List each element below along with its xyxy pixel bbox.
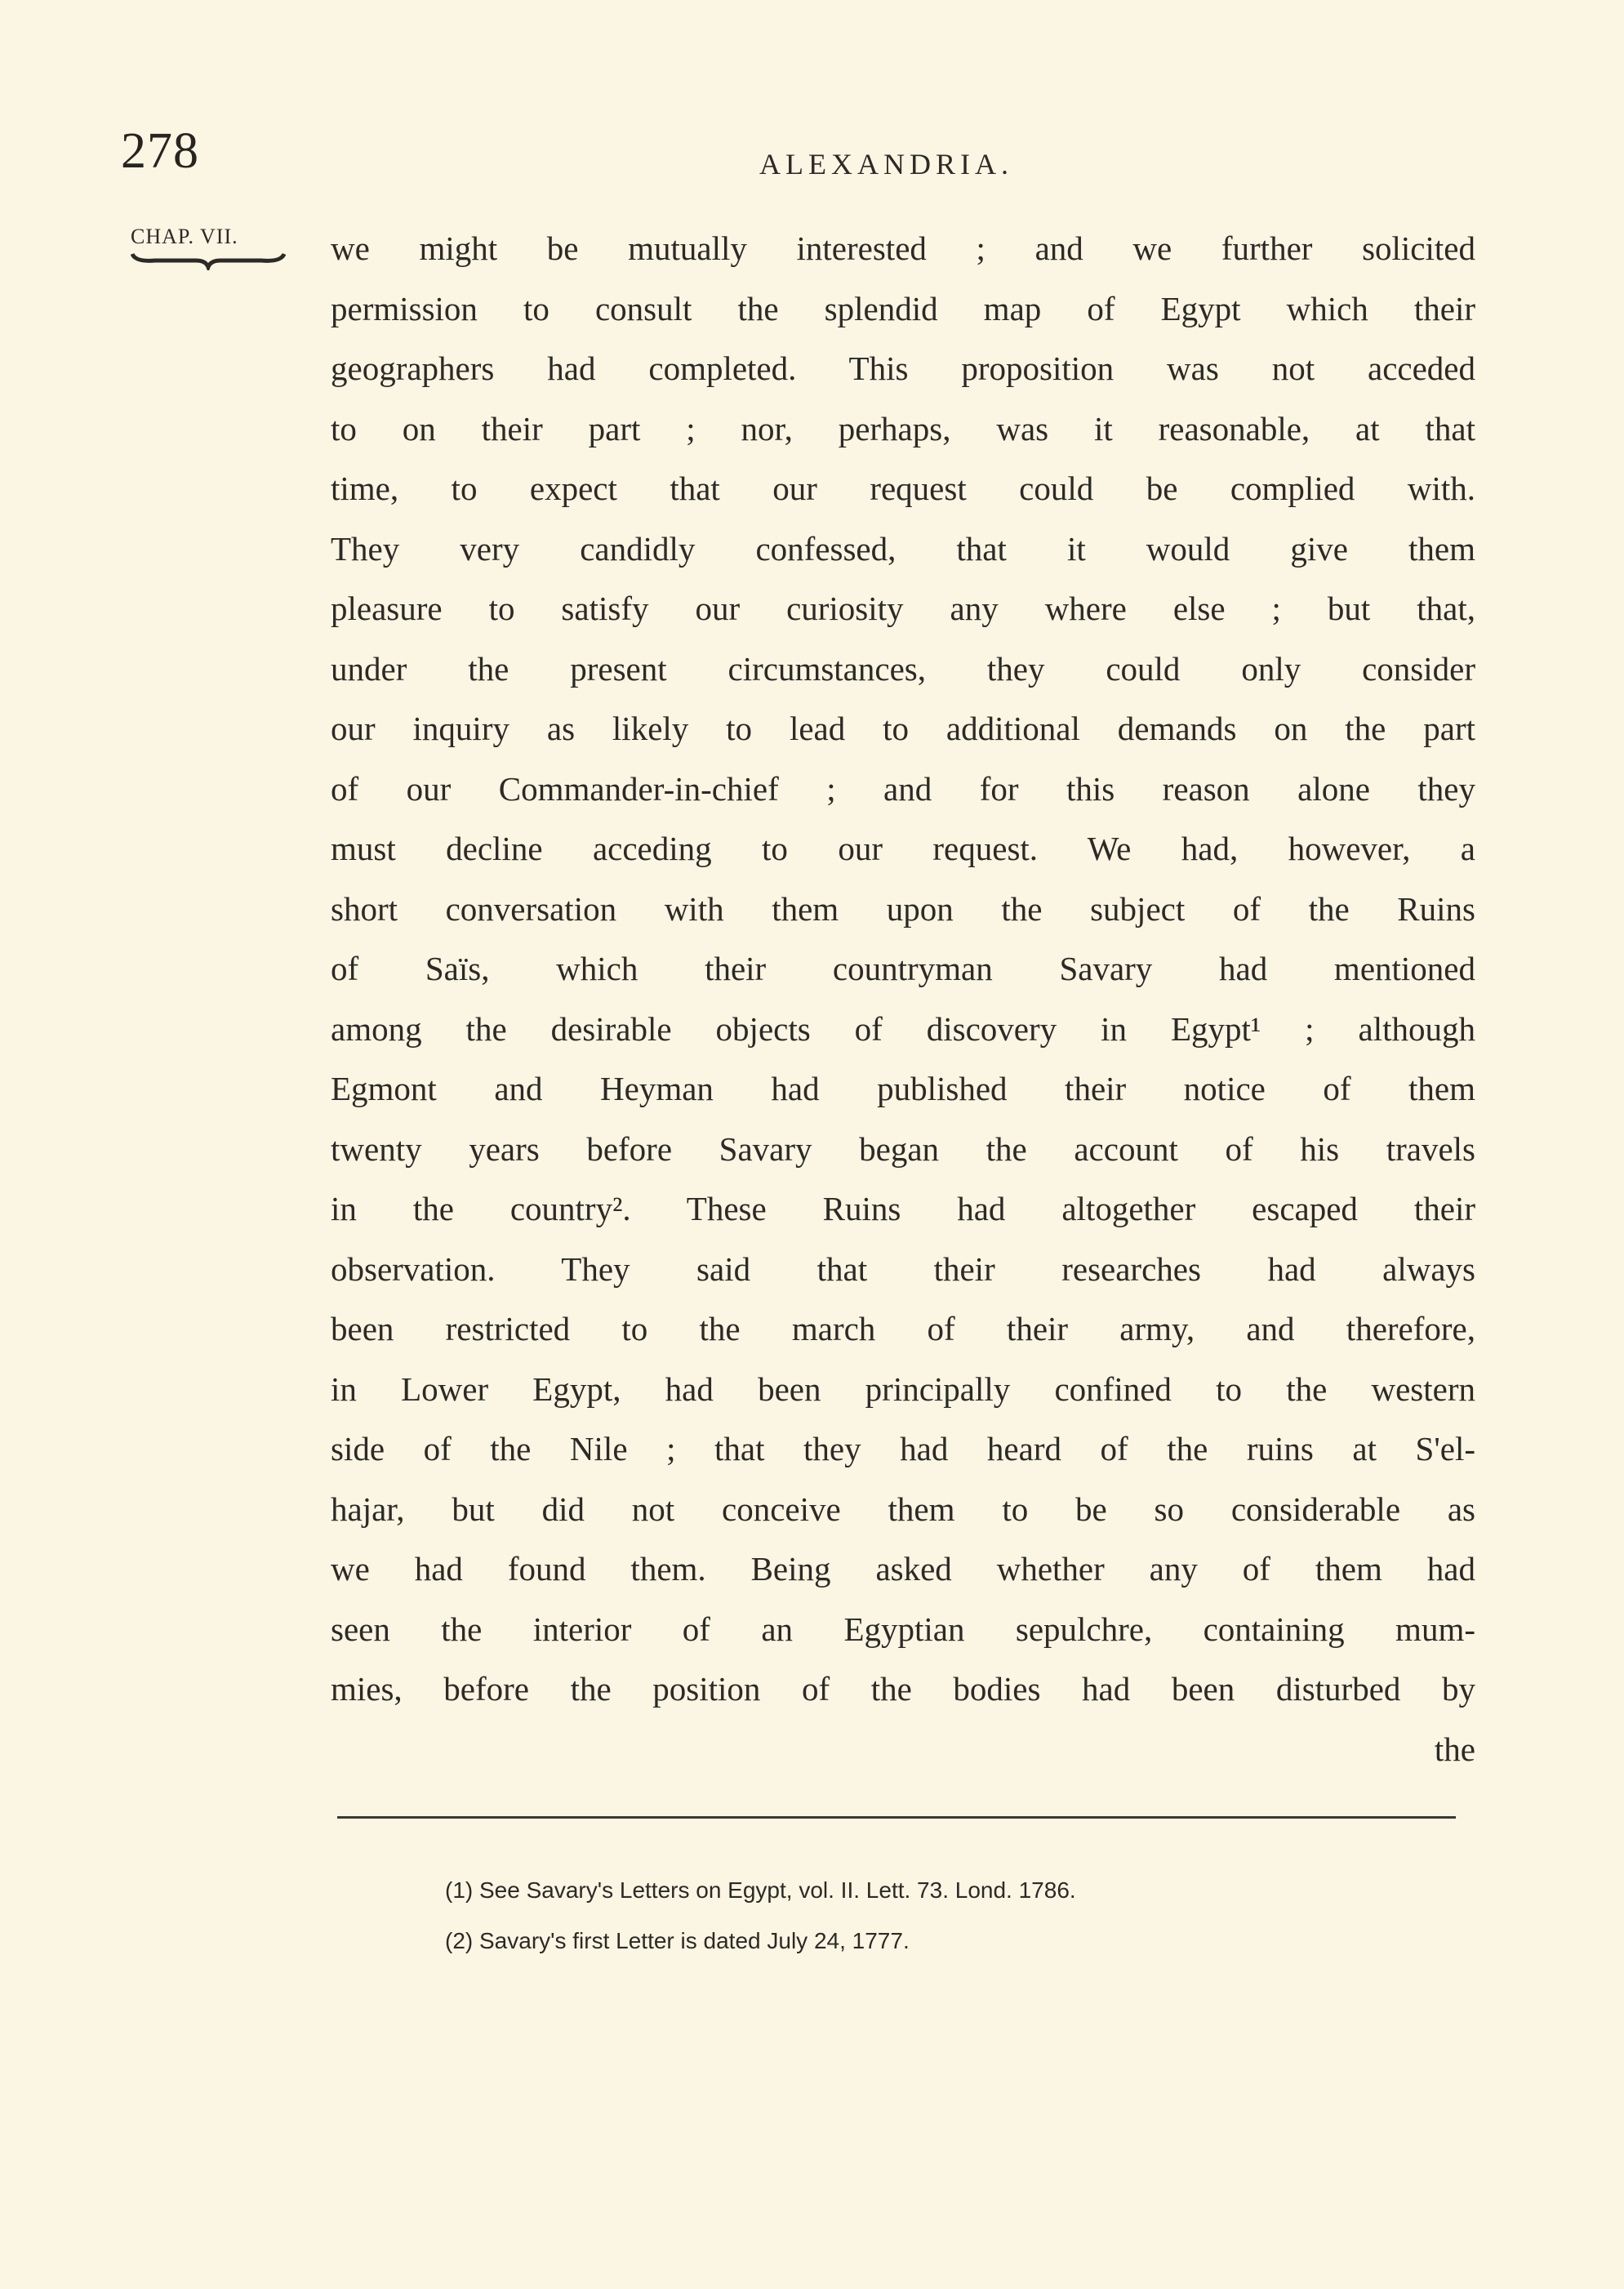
footnote-1: (1) See Savary's Letters on Egypt, vol. II. Lett. 73. Lond. 1786. [445,1877,1076,1903]
body-line: Egmont and Heyman had published their notice of them [331,1070,1475,1107]
body-line: geographers had completed. This proposition was not acceded [331,350,1475,387]
body-line: permission to consult the splendid map of Egypt which their [331,289,1475,327]
body-line: twenty years before Savary began the account of his travels [331,1129,1475,1168]
body-line: hajar, but did not conceive them to be so considerable as [331,1490,1475,1528]
footnote-rule [337,1816,1456,1819]
body-line: we had found them. Being asked whether any of them had [331,1550,1475,1588]
body-line: They very candidly confessed, that it would give them [331,529,1475,568]
chapter-marginal-note [131,225,294,270]
body-line: to on their part ; nor, perhaps, was it reasonable, at that [331,409,1475,448]
body-line: pleasure to satisfy our curiosity any where else ; but that, [331,590,1475,627]
body-line: seen the interior of an Egyptian sepulchre, containing mum- [331,1610,1475,1648]
footnotes [445,1865,1076,1966]
body-line: observation. They said that their researches had always [331,1249,1475,1288]
body-line: we might be mutually interested ; and we further solicited [331,229,1475,267]
brace-ornament-icon [131,251,286,270]
body-line: among the desirable objects of discovery in Egypt¹ ; although [331,1009,1475,1048]
body-line: must decline acceding to our request. We had, however, a [331,830,1475,867]
body-line: side of the Nile ; that they had heard of the ruins at S'el- [331,1430,1475,1467]
body-line: our inquiry as likely to lead to additional demands on the part [331,710,1475,747]
body-line: of our Commander-in-chief ; and for this reason alone they [331,769,1475,808]
body-line: in Lower Egypt, had been principally confined to the western [331,1369,1475,1408]
body-line: been restricted to the march of their army, and therefore, [331,1310,1475,1347]
body-line: short conversation with them upon the subject of the Ruins [331,889,1475,928]
body-line: mies, before the position of the bodies had been disturbed by [331,1670,1475,1708]
page-number: 278 [121,123,199,179]
body-text [331,219,1475,1779]
body-line: of Saïs, which their countryman Savary had mentioned [331,950,1475,987]
footnote-2: (2) Savary's first Letter is dated July 24, 1777. [445,1928,910,1953]
chapter-label: CHAP. VII. [131,225,238,248]
body-line: the [1434,1730,1475,1768]
body-line: under the present circumstances, they could only consider [331,649,1475,688]
body-line: time, to expect that our request could be complied with. [331,470,1475,507]
running-head: ALEXANDRIA. [759,148,1013,180]
body-line: in the country². These Ruins had altogether escaped their [331,1190,1475,1227]
